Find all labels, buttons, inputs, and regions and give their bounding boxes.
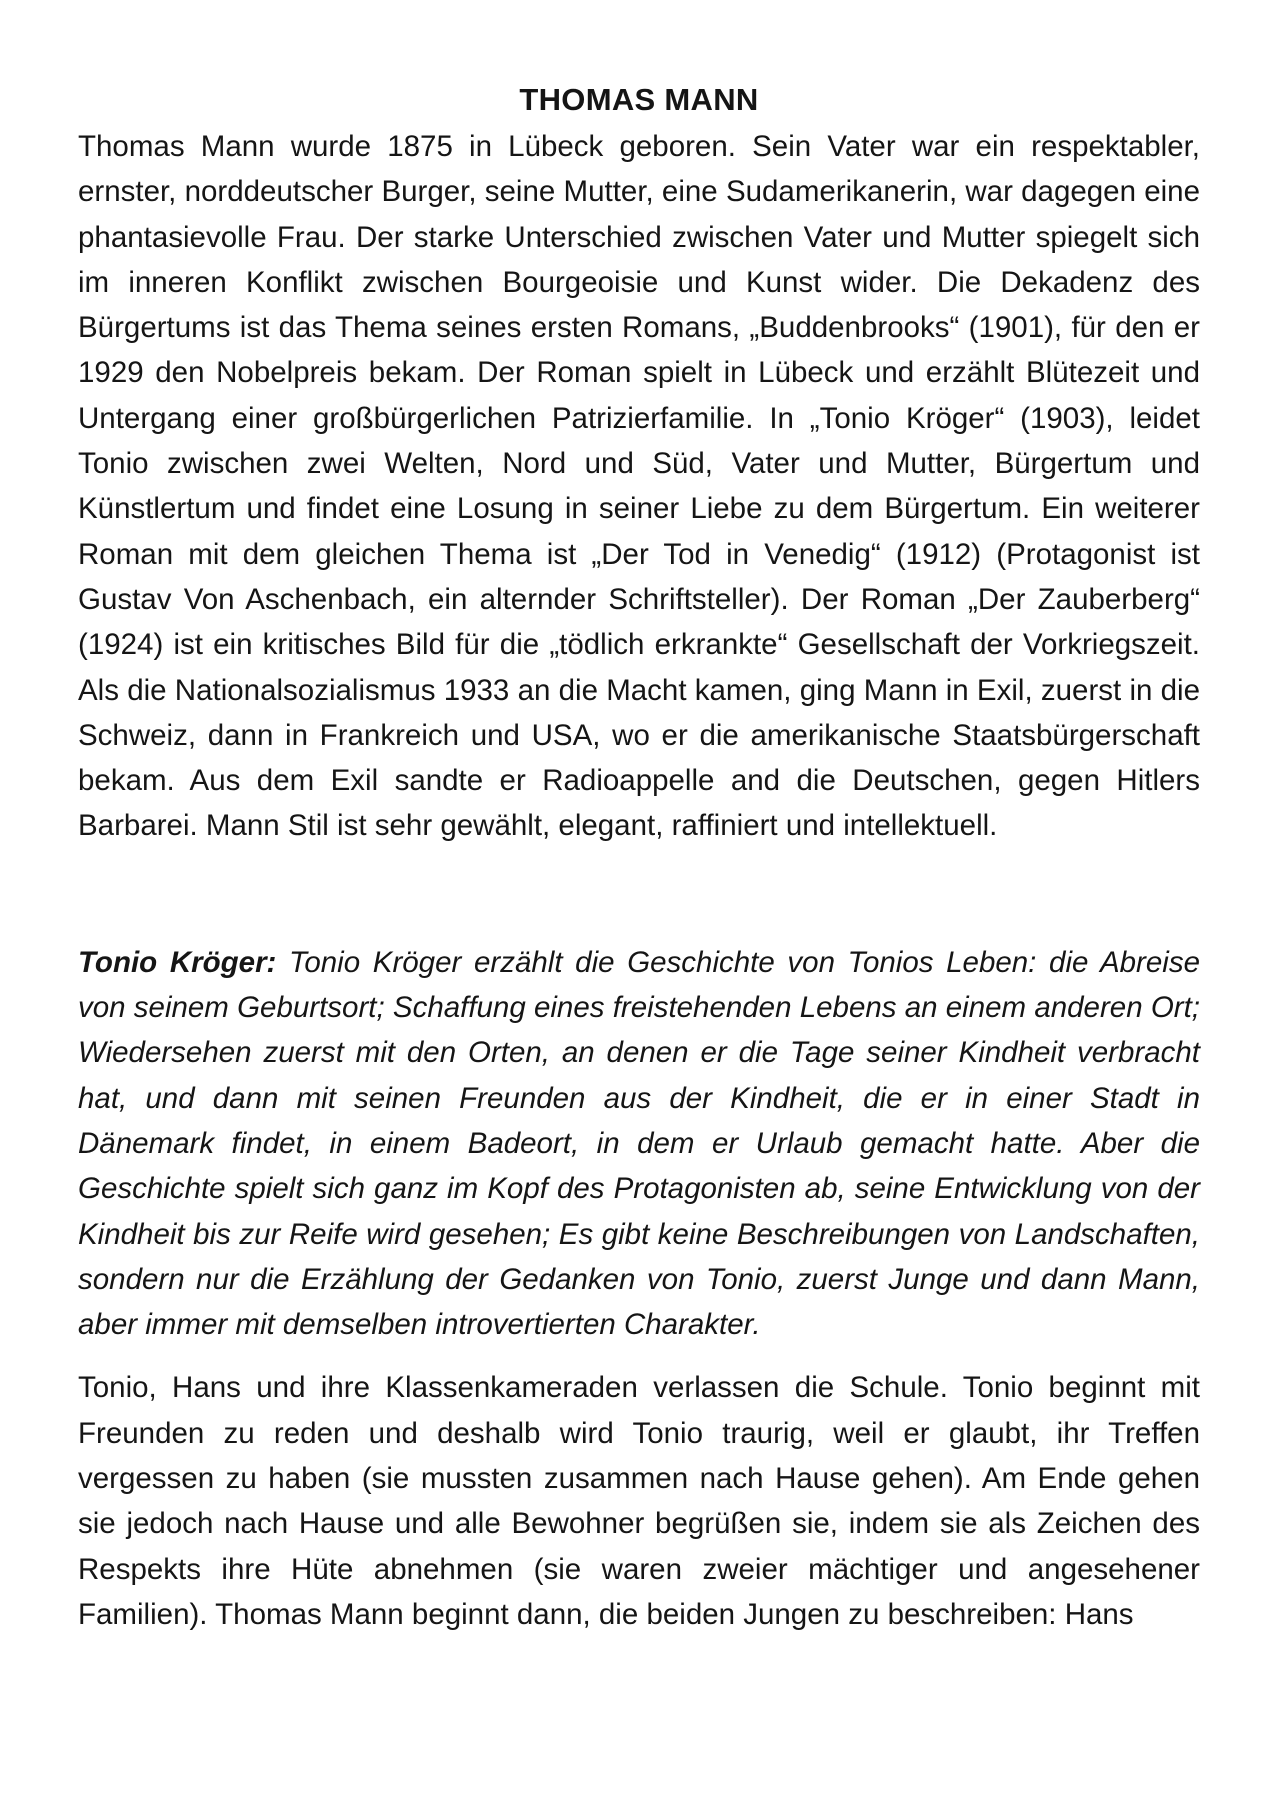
tonio-kroeger-paragraph: [78, 940, 1200, 1348]
biography-paragraph: Thomas Mann wurde 1875 in Lübeck geboren. Sein Vater war ein respektabler, ernster, norddeutscher Burger, seine Mutter, eine Sudamerikanerin, war dagegen eine phantasievolle Frau. Der starke Unterschied zwischen Vater und Mutter spiegelt sich im inneren Konflikt zwischen Bourgeoisie und Kunst wider. Die Dekadenz des Bürgertums ist das Thema seines ersten Romans, „Buddenbrooks“ (1901), für den er 1929 den Nobelpreis bekam. Der Roman spielt in Lübeck und erzählt Blütezeit und Untergang einer großbürgerlichen Patrizierfamilie. In „Tonio Kröger“ (1903), leidet Tonio zwischen zwei Welten, Nord und Süd, Vater und Mutter, Bürgertum und Künstlertum und findet eine Losung in seiner Liebe zu dem Bürgertum. Ein weiterer Roman mit dem gleichen Thema ist „Der Tod in Venedig“ (1912) (Protagonist ist Gustav Von Aschenbach, ein alternder Schriftsteller). Der Roman „Der Zauberberg“ (1924) ist ein kritisches Bild für die „tödlich erkrankte“ Gesellschaft der Vorkriegszeit. Als die Nationalsozialismus 1933 an die Macht kamen, ging Mann in Exil, zuerst in die Schweiz, dann in Frankreich und USA, wo er die amerikanische Staatsbürgerschaft bekam. Aus dem Exil sandte er Radioappelle and die Deutschen, gegen Hitlers Barbarei. Mann Stil ist sehr gewählt, elegant, raffiniert und intellektuell.: [78, 130, 1200, 843]
plot-summary-paragraph: Tonio, Hans und ihre Klassenkameraden verlassen die Schule. Tonio beginnt mit Freunden zu reden und deshalb wird Tonio traurig, weil er glaubt, ihr Treffen vergessen zu haben (sie mussten zusammen nach Hause gehen). Am Ende gehen sie jedoch nach Hause und alle Bewohner begrüßen sie, indem sie als Zeichen des Respekts ihre Hüte abnehmen (sie waren zweier mächtiger und angesehener Familien). Thomas Mann beginnt dann, die beiden Jungen zu beschreiben: Hans: [78, 1371, 1200, 1631]
tonio-kroeger-description: Tonio Kröger erzählt die Geschichte von Tonios Leben: die Abreise von seinem Geburtsort; Schaffung eines freistehenden Lebens an einem anderen Ort; Wiedersehen zuerst mit den Orten, an denen er die Tage seiner Kindheit verbracht hat, und dann mit seinen Freunden aus der Kindheit, die er in einer Stadt in Dänemark findet, in einem Badeort, in dem er Urlaub gemacht hatte. Aber die Geschichte spielt sich ganz im Kopf des Protagonisten ab, seine Entwicklung von der Kindheit bis zur Reife wird gesehen; Es gibt keine Beschreibungen von Landschaften, sondern nur die Erzählung der Gedanken von Tonio, zuerst Junge und dann Mann, aber immer mit demselben introvertierten Charakter.: [78, 945, 1200, 1342]
document-page: [78, 78, 1200, 1637]
tonio-kroeger-heading: Tonio Kröger:: [78, 945, 277, 979]
page-title: THOMAS MANN: [519, 82, 759, 117]
